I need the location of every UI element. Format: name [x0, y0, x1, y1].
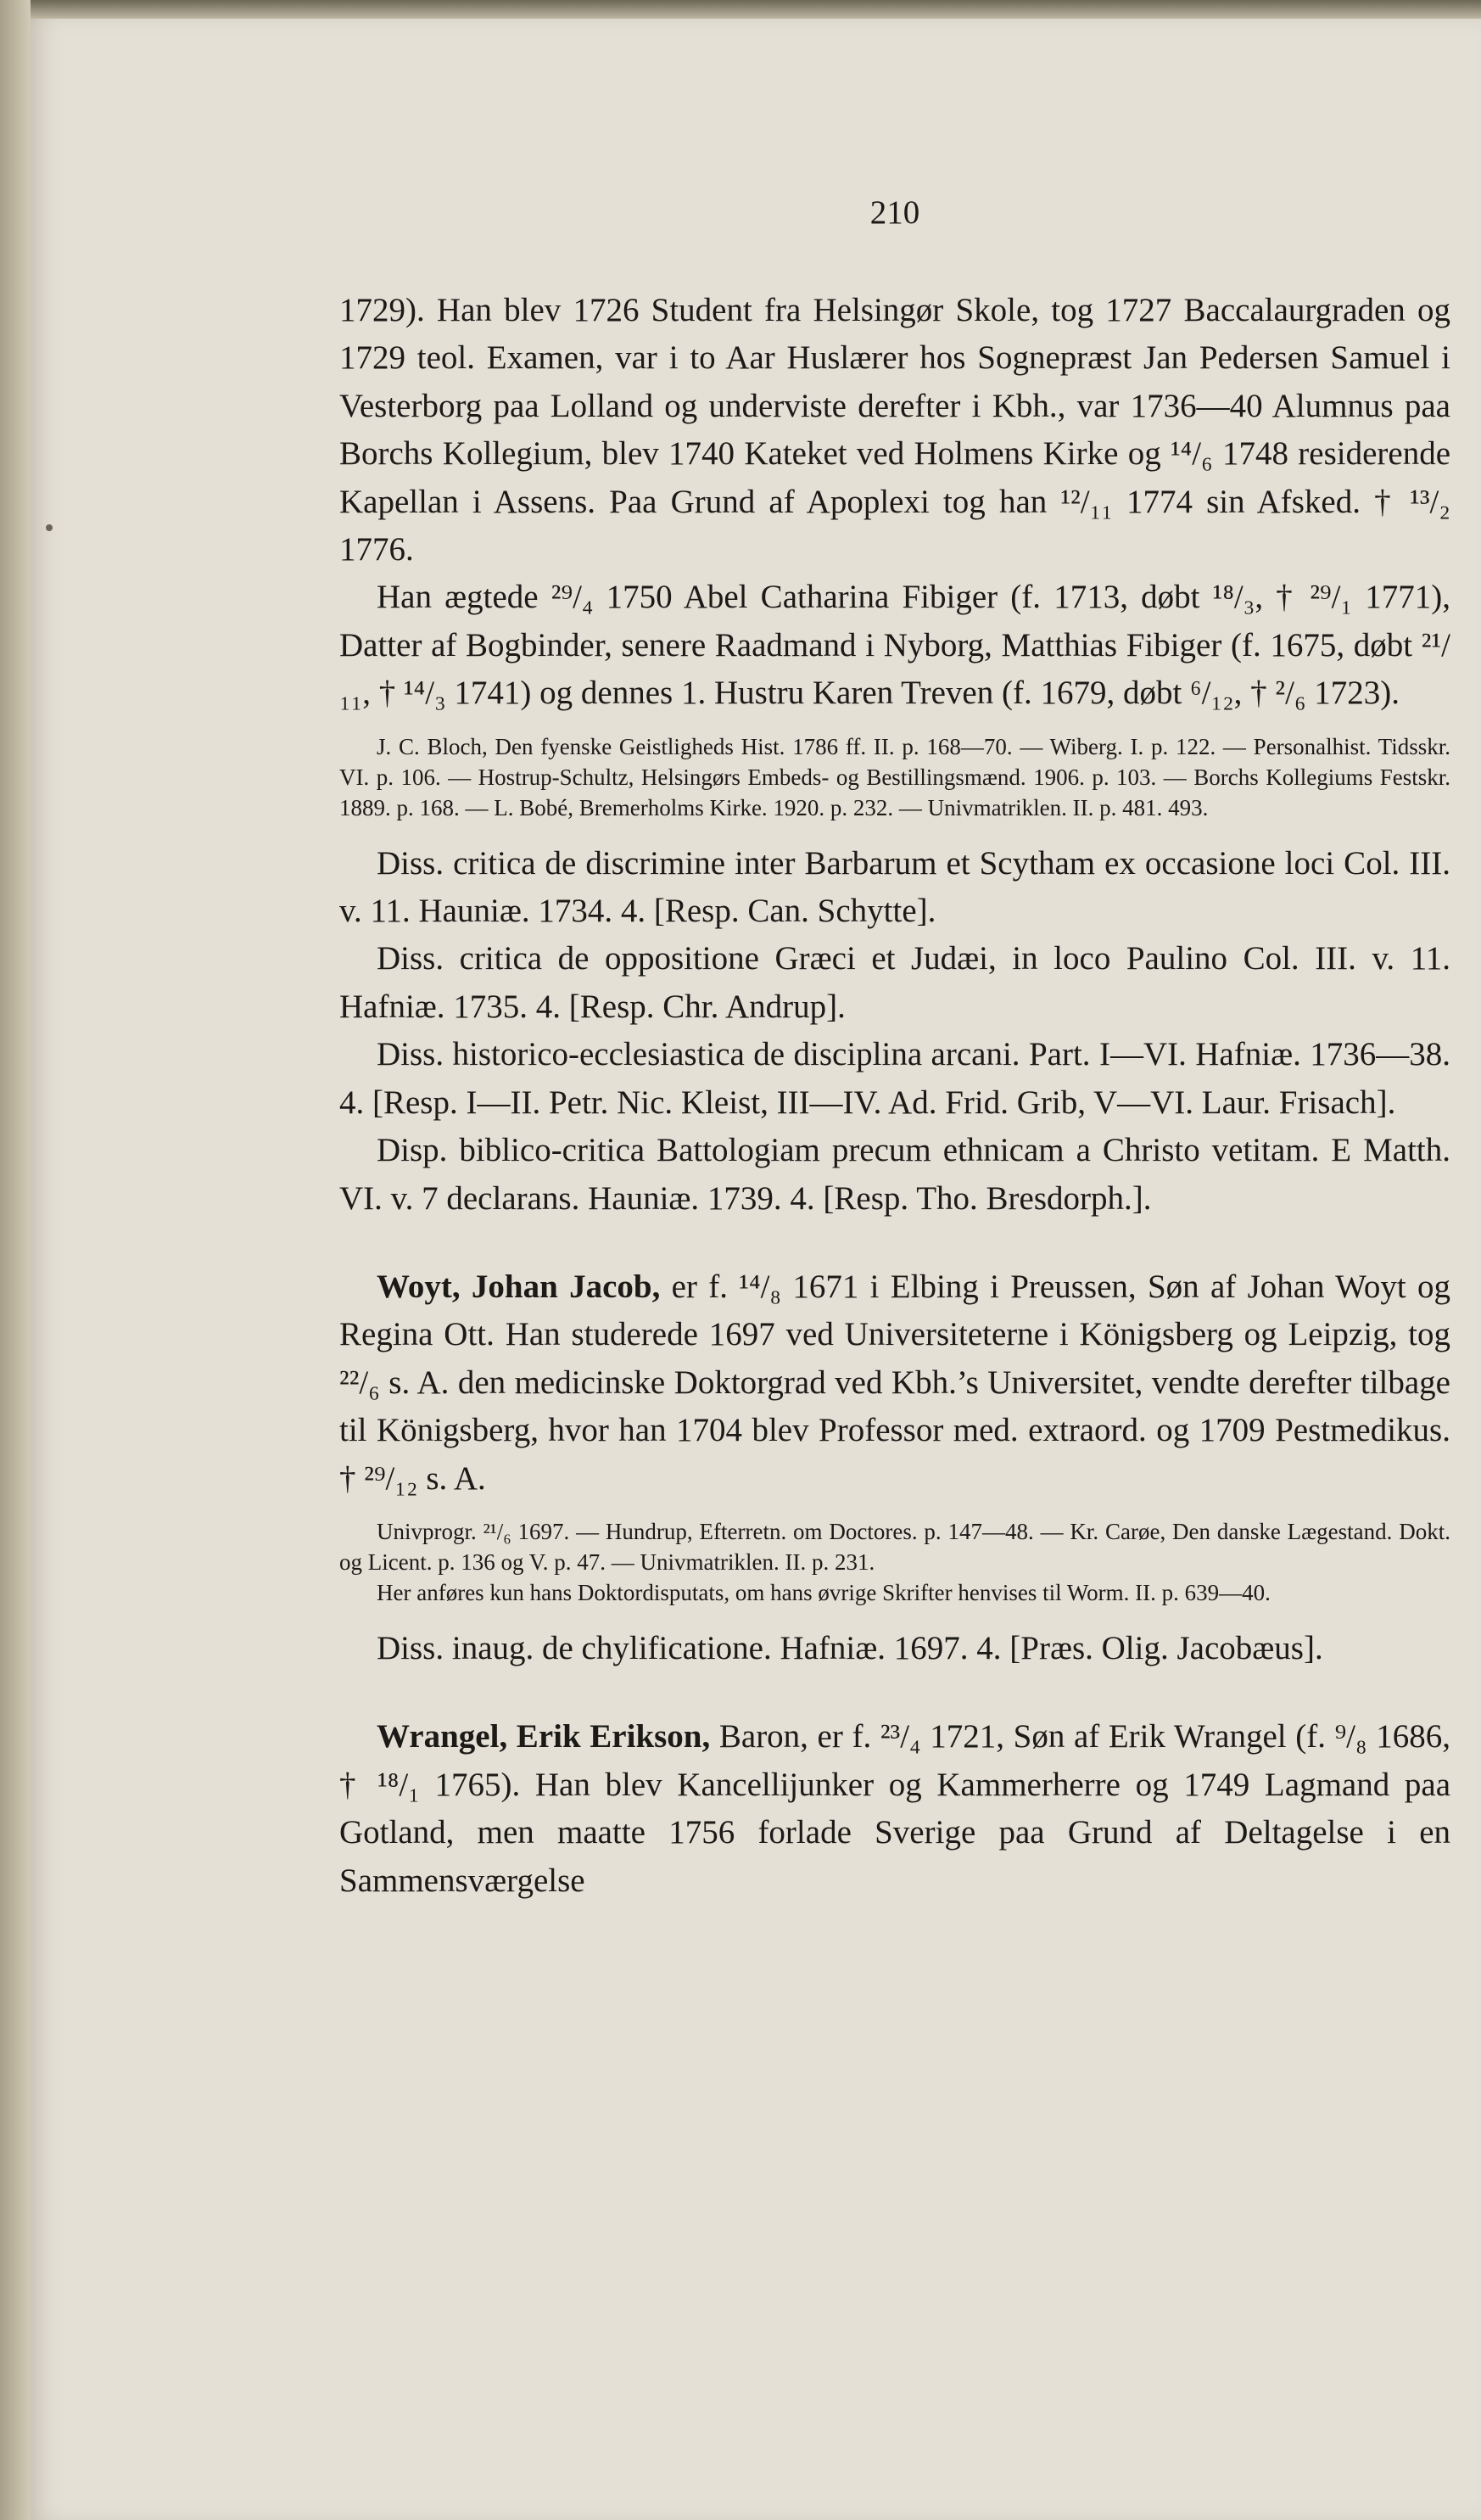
wrangel-entry	[339, 1713, 1450, 1905]
work-entry-5: Diss. inaug. de chylificatione. Hafniæ. 1697. 4. [Præs. Olig. Jacobæus].	[377, 1629, 1323, 1666]
references-paragraph: J. C. Bloch, Den fyenske Geistligheds Hist. 1786 ff. II. p. 168—70. — Wiberg. I. p. 122. — Personalhist. Tidsskr. VI. p. 106. — Hostrup-Schultz, Helsingørs Embeds- og Bestillingsmænd. 1906. p. 103. — Borchs Kollegiums Festskr. 1889. p. 168. — L. Bobé, Bremerholms Kirke. 1920. p. 232. — Univmatriklen. II. p. 481. 493.	[339, 733, 1450, 820]
work-entry-4: Disp. biblico-critica Battologiam precum ethnicam a Christo vetitam. E Matth. VI. v. 7 declarans. Hauniæ. 1739. 4. [Resp. Tho. Bresdorph.].	[339, 1132, 1450, 1217]
woyt-entry	[339, 1263, 1450, 1503]
margin-speck	[46, 524, 53, 531]
woyt-name: Woyt, Johan Jacob,	[377, 1268, 661, 1305]
work-entry-1: Diss. critica de discrimine inter Barbarum et Scytham ex occasione loci Col. III. v. 11. Hauniæ. 1734. 4. [Resp. Can. Schytte].	[339, 844, 1450, 930]
marriage-paragraph: Han ægtede ²⁹/₄ 1750 Abel Catharina Fibiger (f. 1713, døbt ¹⁸/₃, † ²⁹/₁ 1771), Datter af Bogbinder, senere Raadmand i Nyborg, Matthias Fibiger (f. 1675, døbt ²¹/₁₁, † ¹⁴/₃ 1741) og dennes 1. Hustru Karen Treven (f. 1679, døbt ⁶/₁₂, † ²/₆ 1723).	[339, 579, 1450, 712]
book-spine-edge	[0, 0, 31, 2520]
woyt-biography: er f. ¹⁴/₈ 1671 i Elbing i Preussen, Søn af Johan Woyt og Regina Ott. Han studerede 1697 ved Universiteterne i Königsberg og Leipzig, tog ²²/₆ s. A. den medicinske Doktorgrad ved Kbh.’s Universitet, vendte derefter tilbage til Königsberg, hvor han 1704 blev Professor med. extraord. og 1709 Pestmedikus. † ²⁹/₁₂ s. A.	[339, 1268, 1450, 1497]
bio-paragraph-continued: 1729). Han blev 1726 Student fra Helsingør Skole, tog 1727 Baccalaurgraden og 1729 teol. Examen, var i to Aar Huslærer hos Sognepræst Jan Pedersen Samuel i Vesterborg paa Lolland og underviste derefter i Kbh., var 1736—40 Alumnus paa Borchs Kollegium, blev 1740 Kateket ved Holmens Kirke og ¹⁴/₆ 1748 residerende Kapellan i Assens. Paa Grund af Apoplexi tog han ¹²/₁₁ 1774 sin Afsked. † ¹³/₂ 1776.	[339, 292, 1450, 568]
woyt-references: Univprogr. ²¹/₆ 1697. — Hundrup, Efterretn. om Doctores. p. 147—48. — Kr. Carøe, Den danske Lægestand. Dokt. og Licent. p. 136 og V. p. 47. — Univmatriklen. II. p. 231.	[339, 1518, 1450, 1575]
work-entry-2: Diss. critica de oppositione Græci et Judæi, in loco Paulino Col. III. v. 11. Hafniæ. 1735. 4. [Resp. Chr. Andrup].	[339, 940, 1450, 1025]
text-column	[339, 287, 1450, 1905]
page-number: 210	[869, 194, 920, 231]
wrangel-name: Wrangel, Erik Erikson,	[377, 1718, 711, 1756]
work-entry-3: Diss. historico-ecclesiastica de disciplina arcani. Part. I—VI. Hafniæ. 1736—38. 4. [Resp. I—II. Petr. Nic. Kleist, III—IV. Ad. Frid. Grib, V—VI. Laur. Frisach].	[339, 1036, 1450, 1121]
scan-top-edge	[0, 0, 1481, 19]
woyt-note: Her anføres kun hans Doktordisputats, om hans øvrige Skrifter henvises til Worm. II. p. 639—40.	[377, 1579, 1271, 1605]
wrangel-biography: Baron, er f. ²³/₄ 1721, Søn af Erik Wrangel (f. ⁹/₈ 1686, † ¹⁸/₁ 1765). Han blev Kancellijunker og Kammerherre og 1749 Lagmand paa Gotland, men maatte 1756 forlade Sverige paa Grund af Deltagelse i en Sammensværgelse	[339, 1718, 1450, 1899]
